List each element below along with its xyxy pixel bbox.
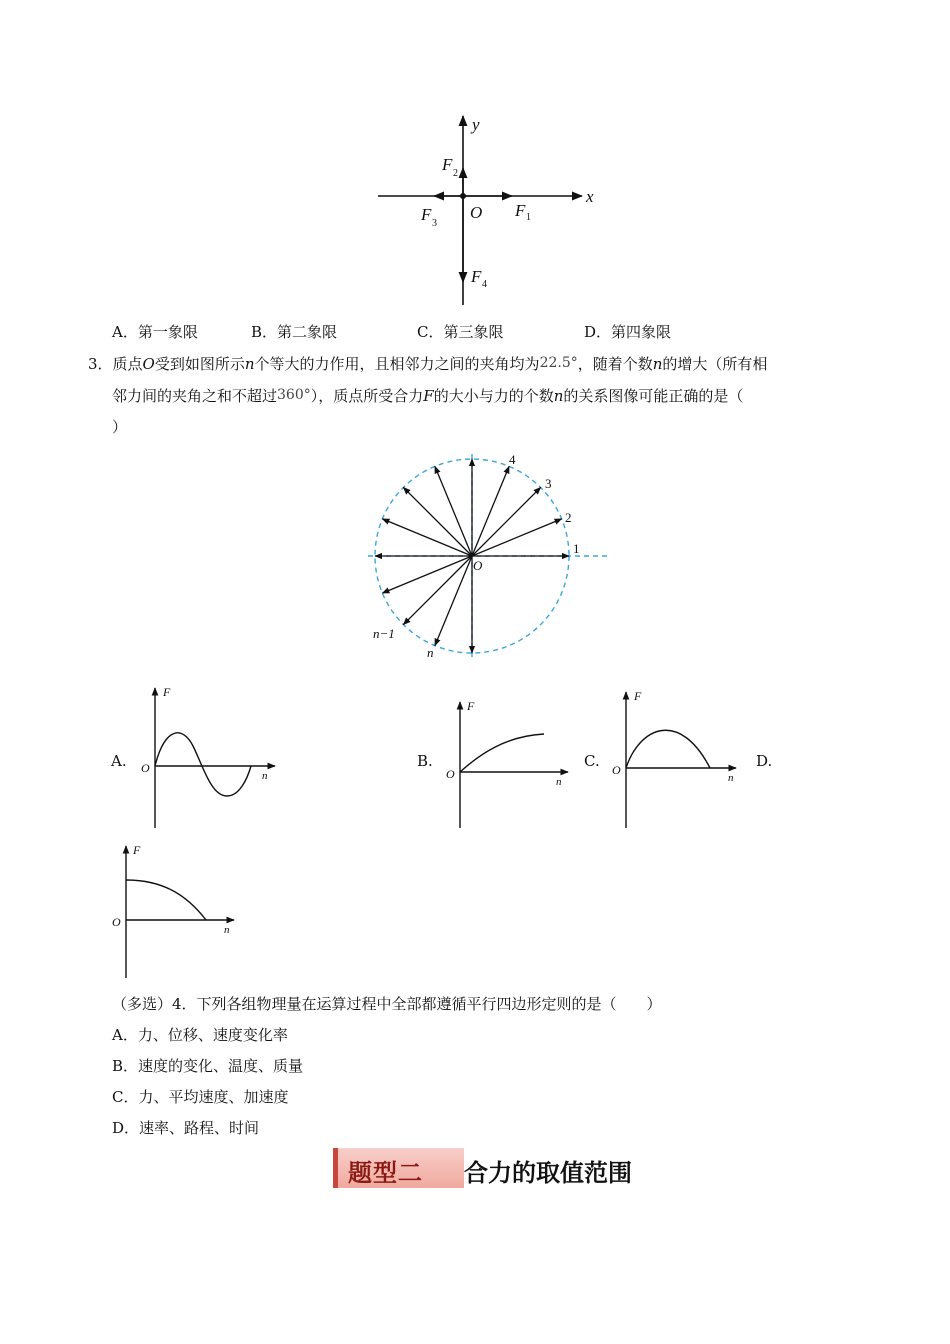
q3-var-f: F: [423, 387, 434, 405]
force-label-4: 4: [509, 452, 516, 467]
q3-text: 受到如图所示: [154, 355, 245, 373]
q3-angle: 360°: [277, 387, 311, 403]
q4-stem: （多选）4．下列各组物理量在运算过程中全部都遵循平行四边形定则的是（ ）: [112, 995, 662, 1013]
graph-b-curve: [460, 734, 544, 772]
force-label-1: 1: [573, 541, 580, 556]
q4-option-a[interactable]: A．力、位移、速度变化率: [112, 1026, 288, 1044]
x-axis-label: x: [586, 187, 594, 206]
graph-option-c[interactable]: C.: [584, 752, 600, 770]
f3-sub: 3: [432, 218, 437, 229]
f2-sub: 2: [453, 168, 458, 179]
f4-label: F: [471, 267, 482, 286]
force-label-n: n: [427, 645, 434, 660]
q3-angle: 22.5°: [539, 355, 578, 371]
q4-option-c[interactable]: C．力、平均速度、加速度: [112, 1088, 289, 1106]
section-title: 合力的取值范围: [464, 1159, 632, 1187]
graph-d: [106, 842, 246, 982]
origin-label: O: [470, 203, 483, 222]
option-text: 第二象限: [277, 323, 338, 341]
q3-var-n: n: [244, 355, 255, 373]
graph-c-f-label: F: [634, 689, 642, 703]
option-letter: A．: [112, 323, 138, 341]
graph-a-o-label: O: [141, 761, 150, 775]
circle-forces-figure: [360, 450, 620, 665]
q3-text: 个等大的力作用，且相邻力之间的夹角均为: [254, 355, 540, 373]
q3-text: ，随着个数: [577, 355, 653, 373]
force-arrow-7: [403, 487, 472, 556]
option-letter: C．: [417, 323, 444, 341]
section-banner-label: 题型二: [348, 1159, 423, 1187]
graph-c-o-label: O: [612, 763, 621, 777]
graph-option-a[interactable]: A.: [111, 752, 127, 770]
graph-b-f-label: F: [467, 699, 475, 713]
q3-text: 的增大（所有相: [662, 355, 768, 373]
option-text: 第一象限: [137, 323, 198, 341]
q3-stem-line1: [88, 354, 767, 375]
q3-var-n: n: [553, 387, 564, 405]
q3-stem-line3: [112, 417, 127, 437]
f1-sub: 1: [526, 212, 531, 223]
graph-option-b[interactable]: B.: [417, 752, 433, 770]
graph-d-curve: [126, 880, 206, 920]
graph-a: [135, 684, 285, 832]
q2-option-a[interactable]: [112, 322, 198, 342]
option-letter: B．: [251, 323, 278, 341]
force-arrow-11: [403, 556, 472, 625]
origin-dot: [460, 193, 466, 199]
y-axis-label: y: [472, 115, 480, 134]
graph-c: [606, 688, 746, 830]
graph-a-curve: [155, 733, 251, 796]
q3-var-n: n: [652, 355, 663, 373]
force-label-2: 2: [565, 510, 572, 525]
q2-option-b[interactable]: [251, 322, 337, 342]
q2-option-c[interactable]: [417, 322, 504, 342]
graph-d-n-label: n: [224, 924, 230, 936]
q3-var-o: O: [142, 355, 155, 373]
option-text: 第三象限: [443, 323, 504, 341]
f4-sub: 4: [482, 279, 487, 290]
option-text: 第四象限: [611, 323, 672, 341]
force-label-3: 3: [545, 476, 552, 491]
q3-text: 邻力间的夹角之和不超过: [112, 387, 278, 405]
f2-label: F: [442, 155, 453, 174]
q4-option-b[interactable]: B．速度的变化、温度、质量: [112, 1057, 304, 1075]
graph-b-o-label: O: [446, 767, 455, 781]
option-letter: D．: [584, 323, 612, 341]
q4-option-d[interactable]: D．速率、路程、时间: [112, 1119, 260, 1137]
graph-b: [440, 698, 580, 830]
q3-stem-line2: [112, 386, 743, 407]
graph-c-curve: [626, 730, 710, 768]
force-axes-figure: [370, 110, 610, 310]
f3-label: F: [421, 205, 432, 224]
graph-d-f-label: F: [133, 843, 141, 857]
q3-text: ），质点所受合力: [310, 387, 424, 405]
q3-text: 的关系图像可能正确的是（: [563, 387, 744, 405]
force-arrow-3: [472, 487, 541, 556]
force-label-n-minus-1: n−1: [373, 626, 395, 641]
graph-a-n-label: n: [262, 770, 268, 782]
f1-label: F: [515, 201, 526, 220]
graph-option-d[interactable]: D.: [756, 752, 773, 770]
center-label: O: [473, 558, 483, 573]
graph-d-o-label: O: [112, 915, 121, 929]
q3-text: 3．质点: [88, 355, 143, 373]
graph-b-n-label: n: [556, 776, 562, 788]
graph-a-f-label: F: [163, 685, 171, 699]
graph-c-n-label: n: [728, 772, 734, 784]
q3-text: 的大小与力的个数: [433, 387, 554, 405]
q2-option-d[interactable]: [584, 322, 671, 342]
q3-text: ）: [112, 418, 128, 436]
